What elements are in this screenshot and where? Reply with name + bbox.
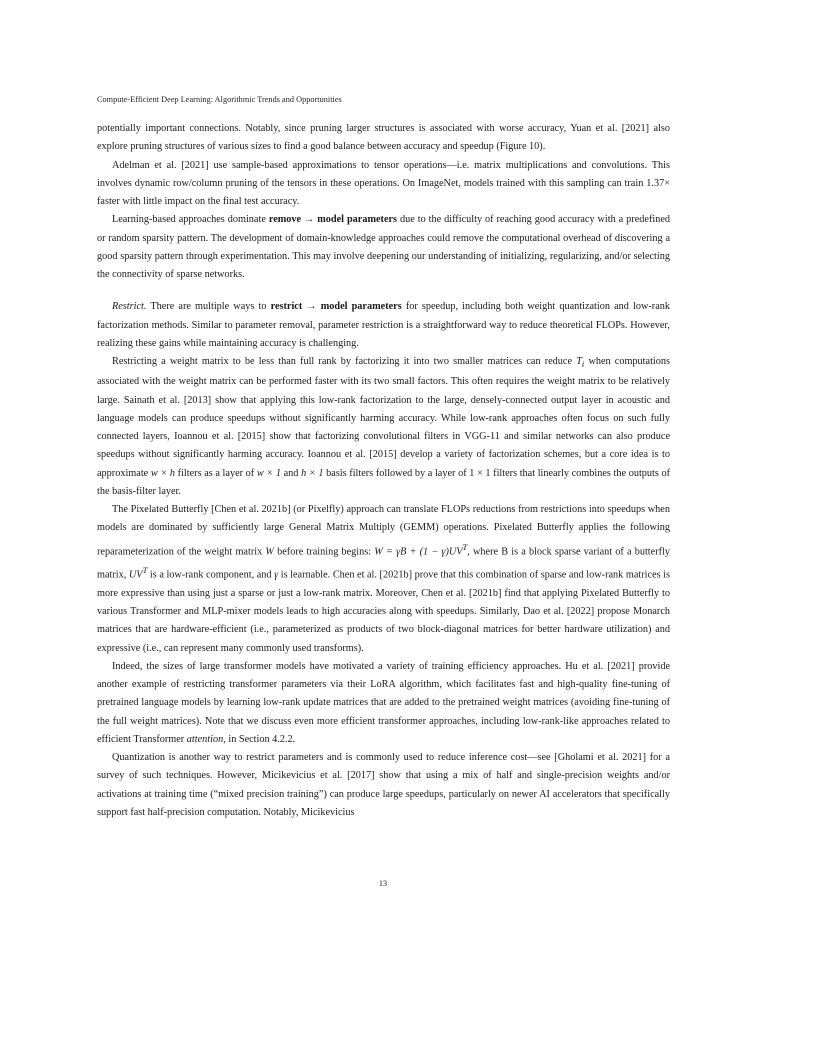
text: is learnable. Chen et al. [2021b] prove that this combination of sparse and low-rank matrices is more expressive than using just a sparse or just a low-rank matrix. Moreover, Chen et al. [2021b] find that applying Pixelated Butterfly to various Transformer and MLP-mixer models leads to high accuracies along with speedups. Similarly, Dao et al. [2022] propose Monarch matrices that are hardware-efficient (i.e., parameterized as products of two block-diagonal matrices for better hardware utilization) and expressive (i.e., can represent many commonly used transforms). [97, 569, 671, 654]
math-sup: T [142, 565, 148, 576]
math-expr: w × 1 [256, 467, 281, 479]
page-number: 13 [378, 879, 388, 888]
text: when computations associated with the weight matrix can be performed faster with its two small factors. This often requires the weight matrix to be relatively large. Sainath et al. [2013] show that applying this low-rank factorization to the large, densely-connected output layer in acoustic and language models can produce speedups without significantly harming accuracy. While low-rank approaches often focus on such fully connected layers, Ioannou et al. [2015] show that factorizing convolutional filters in VGG-11 and similar networks can also produce speedups without significantly harming accuracy. Ioannou et al. [2015] develop a variety of factorization schemes, but a core idea is to approximate [97, 356, 671, 479]
text: basis filters followed by a layer of 1 × 1 filters that linearly combines the outputs of the basis-filter layer. [97, 467, 671, 497]
math-sup: T [462, 541, 468, 552]
math-var: W [265, 545, 274, 557]
text: filters as a layer of [177, 467, 255, 479]
bold-term: restrict → model parameters [270, 301, 402, 313]
text: , in Section 4.2.2. [223, 733, 296, 745]
paragraph-8: Quantization is another way to restrict parameters and is commonly used to reduce inference cost—see [Gholami et al. 2021] for a survey of such techniques. However, Micikevicius et al. [2017] show that using a mix of half and single-precision weights and/or activations at training time (“mixed precision training”) can produce large speedups, particularly on newer AI accelerators that specifically support fast half-precision computation. Notably, Micikevicius [97, 752, 670, 818]
running-head: Compute-Efficient Deep Learning: Algorithmic Trends and Opportunities [97, 95, 342, 104]
paragraph-2: Adelman et al. [2021] use sample-based approximations to tensor operations—i.e. matrix multiplications and convolutions. This involves dynamic row/column pruning of the tensors in these operations. On ImageNet, models trained with this sampling can train 1.37× faster with little impact on the final test accuracy. [97, 159, 670, 207]
paragraph-6 [97, 501, 670, 658]
text: , where B is a block sparse variant of a butterfly matrix, [97, 545, 671, 581]
text: and [283, 467, 299, 479]
math-expr: w × h [150, 467, 176, 479]
paragraph-1: potentially important connections. Notably, since pruning larger structures is associated with worse accuracy, Yuan et al. [2021] also explore pruning structures of various sizes to find a good balance between accuracy and speedup (Figure 10). [97, 123, 670, 153]
text: is a low-rank component, and [149, 569, 272, 581]
math-sub: i [581, 359, 585, 370]
paragraph-restrict [97, 298, 670, 353]
text: due to the difficulty of reaching good accuracy with a predefined or random sparsity pattern. The development of domain-knowledge approaches could remove the computational overhead of discovering a good sparsity pattern through experimentation. This may involve deepening our understanding of initializing, regularizing, and/or selecting the connectivity of sparse networks. [97, 214, 671, 280]
run-in-heading: Restrict. [112, 301, 147, 313]
math-expr: UV [128, 569, 143, 581]
math-equation: W = γB + (1 − γ)UV [374, 545, 463, 557]
text: for speedup, including both weight quantization and low-rank factorization methods. Similar to parameter removal, parameter restriction is a straightforward way to reduce theoretical FLOPs. However, realizing these gains while maintaining accuracy is challenging. [97, 301, 671, 349]
math-var: T [576, 356, 582, 367]
text: Restricting a weight matrix to be less than full rank by factorizing it into two smaller matrices can reduce [112, 356, 573, 367]
text: Learning-based approaches dominate [112, 214, 266, 226]
paragraph-7 [97, 658, 670, 749]
bold-term: remove → model parameters [268, 214, 398, 226]
paragraph-3 [97, 211, 670, 284]
body-text [97, 120, 670, 822]
paragraph-5 [97, 353, 670, 501]
text: Indeed, the sizes of large transformer models have motivated a variety of training efficiency approaches. Hu et al. [2021] provide another example of restricting transformer parameters via their LoRA algorithm, which facilitates fast and high-quality fine-tuning of pretrained language models by learning low-rank update matrices that are added to the pretrained weight matrices (avoiding fine-tuning of the full weight matrices). Note that we discuss even more efficient transformer approaches, including low-rank-like approaches related to efficient Transformer [97, 660, 670, 745]
text: before training begins: [277, 545, 372, 557]
emphasis: attention [186, 733, 224, 745]
text: There are multiple ways to [150, 301, 267, 313]
math-var: γ [274, 569, 279, 581]
text: The Pixelated Butterfly [Chen et al. 2021b] (or Pixelfly) approach can translate FLOPs reductions from restrictions into speedups when models are dominated by sufficiently large General Matrix Multiply (GEMM) operations. Pixelated Butterfly applies the following reparameterization of the weight matrix [97, 504, 670, 557]
math-expr: h × 1 [301, 467, 324, 479]
